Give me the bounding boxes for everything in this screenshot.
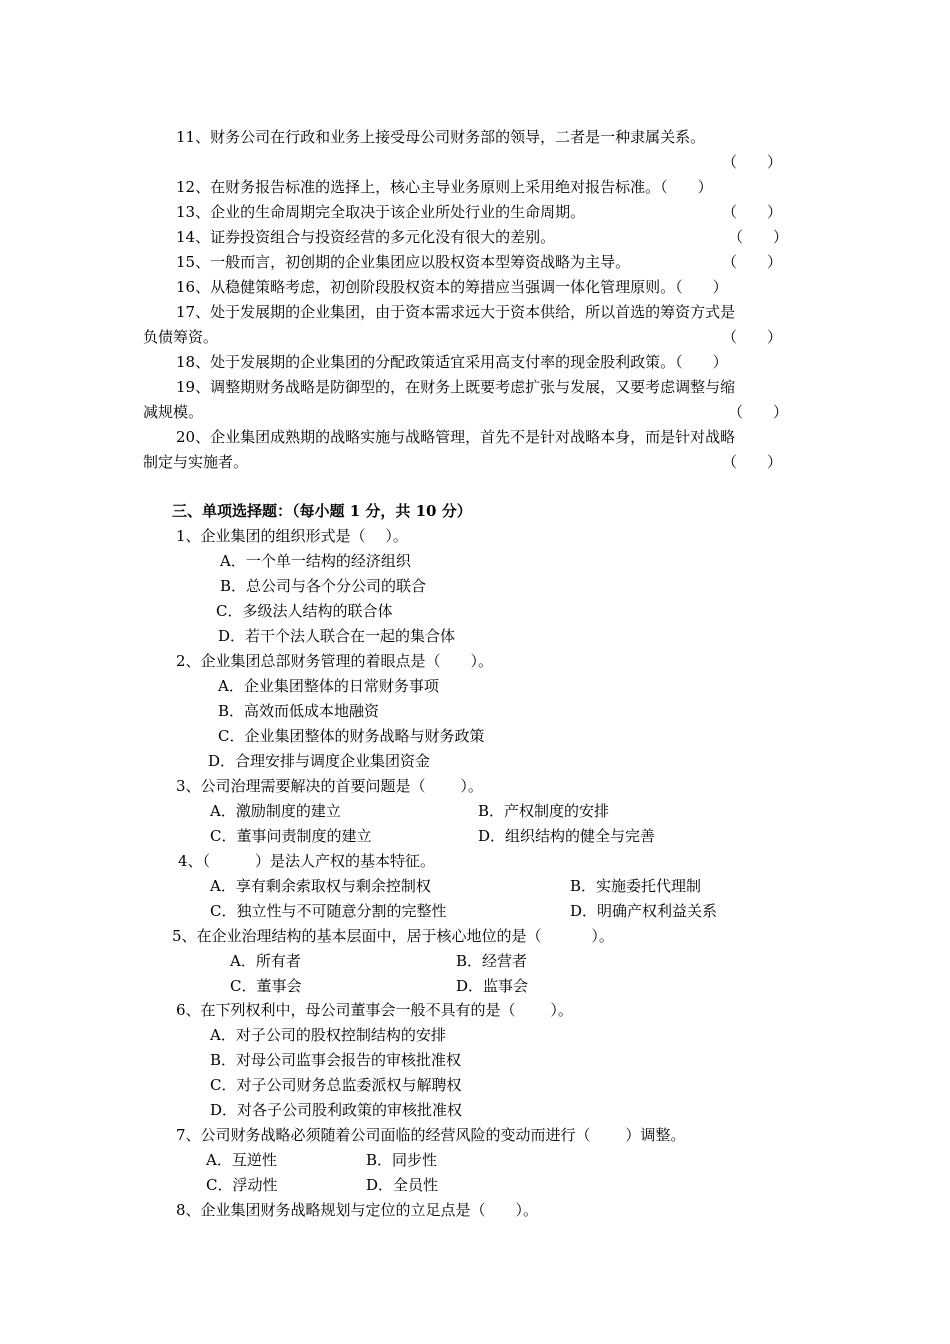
question-stem: 3、公司治理需要解决的首要问题是（ ）。 [176,777,483,795]
judge-item-17: 17、处于发展期的企业集团，由于资本需求远大于资本供给，所以首选的筹资方式是 [176,303,736,321]
answer-blank: （ ） [722,153,783,171]
question-stem: 6、在下列权利中，母公司董事会一般不具有的是（ ）。 [176,1001,573,1019]
question-stem: 5、在企业治理结构的基本层面中，居于核心地位的是（ ）。 [172,927,614,945]
option-d: D．组织结构的健全与完善 [478,827,656,845]
question-stem: 8、企业集团财务战略规划与定位的立足点是（ ）。 [176,1201,539,1219]
answer-blank: （ ） [722,453,783,471]
answer-blank: （ ） [722,203,783,221]
judge-item-19-cont: 减规模。 [143,403,204,421]
answer-blank: （ ） [722,253,783,271]
option-d: D．若干个法人联合在一起的集合体 [218,627,456,645]
option-d: D．合理安排与调度企业集团资金 [208,752,431,770]
option-b: B．对母公司监事会报告的审核批准权 [210,1051,462,1069]
judge-item-15: 15、一般而言，初创期的企业集团应以股权资本型筹资战略为主导。 [176,253,631,271]
judge-item-16: 16、从稳健策略考虑，初创阶段股权资本的筹措应当强调一体化管理原则。（ ） [176,278,728,296]
option-d: D．全员性 [366,1176,439,1194]
option-a: A．所有者 [230,952,301,970]
option-b: B．高效而低成本地融资 [218,702,380,720]
answer-blank: （ ） [728,228,789,246]
option-a: A．互逆性 [206,1151,277,1169]
option-b: B．总公司与各个分公司的联合 [220,577,427,595]
option-c: C．对子公司财务总监委派权与解聘权 [210,1076,462,1094]
option-a: A．对子公司的股权控制结构的安排 [210,1026,446,1044]
judge-item-17-cont: 负债筹资。 [143,328,219,346]
option-b: B．经营者 [456,952,528,970]
judge-item-19: 19、调整期财务战略是防御型的，在财务上既要考虑扩张与发展，又要考虑调整与缩 [176,378,736,396]
option-b: B．同步性 [366,1151,438,1169]
option-d: D．对各子公司股利政策的审核批准权 [210,1101,463,1119]
answer-blank: （ ） [728,403,789,421]
judge-item-20: 20、企业集团成熟期的战略实施与战略管理，首先不是针对战略本身，而是针对战略 [176,428,736,446]
option-c: C．企业集团整体的财务战略与财务政策 [218,727,485,745]
judge-item-12: 12、在财务报告标准的选择上，核心主导业务原则上采用绝对报告标准。（ ） [176,178,713,196]
option-a: A．企业集团整体的日常财务事项 [218,677,439,695]
option-c: C．董事会 [230,977,302,995]
option-d: D．监事会 [456,977,529,995]
option-b: B．产权制度的安排 [478,802,610,820]
judge-item-14: 14、证券投资组合与投资经营的多元化没有很大的差别。 [176,228,556,246]
option-a: A．一个单一结构的经济组织 [220,552,411,570]
judge-item-13: 13、企业的生命周期完全取决于该企业所处行业的生命周期。 [176,203,586,221]
option-a: A．享有剩余索取权与剩余控制权 [210,877,431,895]
section-heading: 三、单项选择题：（每小题 1 分，共 10 分） [172,502,472,520]
option-c: C．多级法人结构的联合体 [216,602,393,620]
question-stem: 2、企业集团总部财务管理的着眼点是（ ）。 [176,652,494,670]
option-c: C．董事问责制度的建立 [210,827,372,845]
option-c: C．浮动性 [206,1176,278,1194]
answer-blank: （ ） [722,328,783,346]
judge-item-11: 11、财务公司在行政和业务上接受母公司财务部的领导，二者是一种隶属关系。 [176,128,706,146]
option-a: A．激励制度的建立 [210,802,341,820]
option-c: C．独立性与不可随意分割的完整性 [210,902,447,920]
judge-item-20-cont: 制定与实施者。 [143,453,249,471]
question-stem: 1、企业集团的组织形式是（ ）。 [176,527,408,545]
judge-item-18: 18、处于发展期的企业集团的分配政策适宜采用高支付率的现金股利政策。（ ） [176,353,728,371]
question-stem: 7、公司财务战略必须随着公司面临的经营风险的变动而进行（ ）调整。 [176,1126,686,1144]
question-stem: 4、（ ）是法人产权的基本特征。 [178,852,436,870]
option-b: B．实施委托代理制 [570,877,702,895]
option-d: D．明确产权利益关系 [570,902,718,920]
